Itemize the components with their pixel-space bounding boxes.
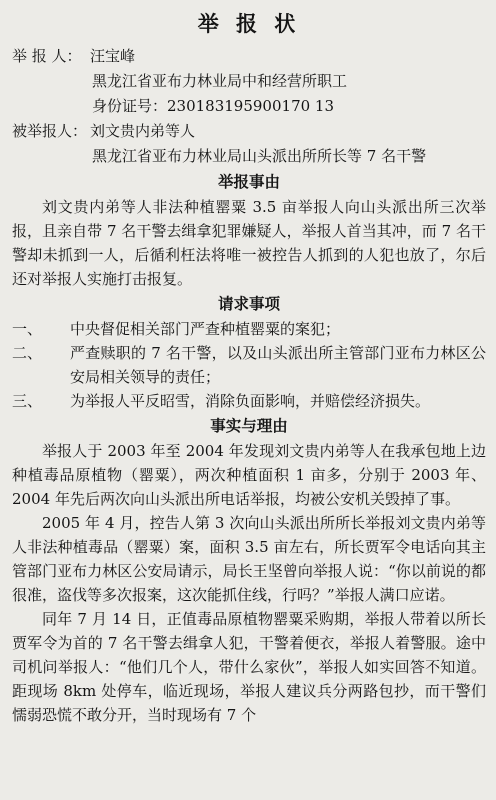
- reporter-label: 举 报 人：: [12, 47, 82, 65]
- request-text: 严查赎职的 7 名干警，以及山头派出所主管部门亚布力林区公安局相关领导的责任；: [70, 344, 486, 386]
- request-item: [12, 341, 486, 389]
- accused-label: 被举报人：: [12, 122, 88, 140]
- facts-paragraph: 同年 7 月 14 日，正值毒品原植物罂粟采购期，举报人带着以所长贾军令为首的 7 名干警去缉拿人犯，干警着便衣，举报人着警服。途中司机问举报人：“他们几个人，带什么家伙”，举报人如实回答不知道。距现场 8km 处停车，临近现场，举报人建议兵分两路包抄，而干警们懦弱恐慌不敢分开，当时现场有 7 个: [12, 610, 486, 724]
- request-item: [12, 317, 486, 341]
- request-number: 三、: [12, 392, 43, 410]
- facts-paragraph: 举报人于 2003 年至 2004 年发现刘文贵内弟等人在我承包地上边种植毒品原植物（罂粟），两次种植面积 1 亩多，分别于 2003 年、2004 年先后两次向山头派出所电话举报，均被公安机关毁掉了事。: [12, 442, 486, 508]
- accused-org: 黑龙江省亚布力林业局山头派出所所长等 7 名干警: [92, 147, 427, 165]
- accused-name-row: [12, 119, 486, 144]
- reporter-id: 身份证号：230183195900170 13: [92, 97, 335, 115]
- reason-section-title: 举报事由: [217, 172, 280, 191]
- facts-paragraph: 2005 年 4 月，控告人第 3 次向山头派出所所长举报刘文贵内弟等人非法种植毒品（罂粟）案，面积 3.5 亩左右，所长贾军令电话向其主管部门亚布力林区公安局请示，局长王坚曾向举报人说：“你以前说的都很准，盗伐等多次报案，这次能抓住线，行吗？”举报人满口应诺。: [12, 514, 486, 604]
- document-title: 举 报 状: [197, 11, 301, 36]
- request-number: 一、: [12, 320, 43, 338]
- request-section-title: 请求事项: [217, 294, 280, 313]
- reason-paragraph: 刘文贵内弟等人非法种植罂粟 3.5 亩举报人向山头派出所三次举报，且亲自带 7 名干警去缉拿犯罪嫌疑人，举报人首当其冲，而 7 名干警却未抓到一人，后循利枉法将唯一被控告人抓到的人犯也放了，尔后还对举报人实施打击报复。: [12, 198, 486, 288]
- accused-name: 刘文贵内弟等人: [90, 122, 196, 140]
- reporter-name: 汪宝峰: [90, 47, 136, 65]
- request-text: 中央督促相关部门严查种植罂粟的案犯；: [70, 320, 341, 338]
- request-text: 为举报人平反昭雪，消除负面影响，并赔偿经济损失。: [70, 392, 431, 410]
- facts-section-title: 事实与理由: [210, 416, 288, 435]
- reporter-name-row: [12, 44, 486, 69]
- request-item: [12, 389, 486, 413]
- reporter-org: 黑龙江省亚布力林业局中和经营所职工: [92, 72, 348, 90]
- request-number: 二、: [12, 344, 43, 362]
